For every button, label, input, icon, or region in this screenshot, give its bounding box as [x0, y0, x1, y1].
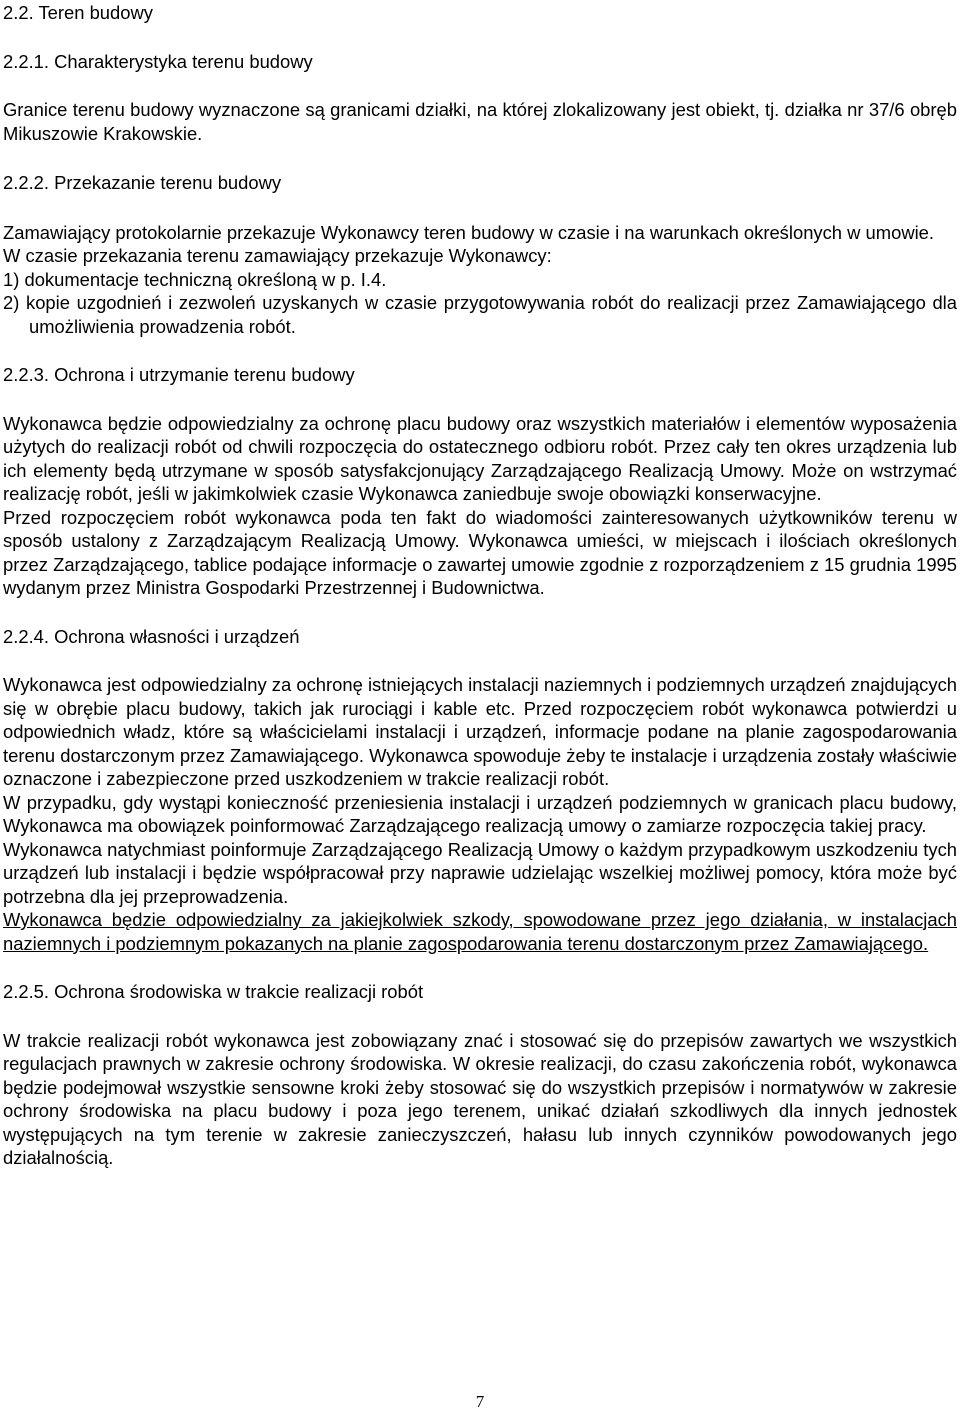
paragraph-2-2-4-d-underlined: Wykonawca będzie odpowiedzialny za jakiejkolwiek szkody, spowodowane przez jego działania, w instalacjach naziemnych i podziemnym pokazanych na planie zagospodarowania terenu dostarczonym przez Zamawiającego.	[3, 909, 957, 954]
paragraph-2-2-2-b: W czasie przekazania terenu zamawiający przekazuje Wykonawcy:	[3, 245, 552, 266]
paragraph-2-2-1-a: Granice terenu budowy wyznaczone są granicami działki, na której zlokalizowany jest obiekt, tj. działka nr 37/6 obręb Mikuszowie Krakowskie.	[3, 99, 957, 144]
paragraph-2-2-4-c: Wykonawca natychmiast poinformuje Zarządzającego Realizacją Umowy o każdym przypadkowym uszkodzeniu tych urządzeń lub instalacji i będzie współpracował przy naprawie udzielając wszelkiej możliwej pomocy, która może być potrzebna dla jej przeprowadzenia.	[3, 838, 957, 907]
section-heading-2-2-1: 2.2.1. Charakterystyka terenu budowy	[3, 50, 313, 72]
list-item: 1) dokumentacje techniczną określoną w p. I.4.	[3, 268, 387, 290]
page-number: 7	[475, 1392, 485, 1411]
section-heading-2-2-3: 2.2.3. Ochrona i utrzymanie terenu budowy	[3, 364, 355, 385]
paragraph-2-2-3-b: Przed rozpoczęciem robót wykonawca poda ten fakt do wiadomości zainteresowanych użytkowników terenu w sposób ustalony z Zarządzającym Realizacją Umowy. Wykonawca umieści, w miejscach i ilościach określonych przez Zarządzającego, tablice podające informacje o zawartej umowie zgodnie z rozporządzeniem z 15 grudnia 1995 wydanym przez Ministra Gospodarki Przestrzennej i Budownictwa.	[3, 506, 957, 598]
paragraph-2-2-4-a: Wykonawca jest odpowiedzialny za ochronę istniejących instalacji naziemnych i podziemnych urządzeń znajdujących się w obrębie placu budowy, takich jak rurociągi i kable etc. Przed rozpoczęciem robót wykonawca potwierdzi u odpowiednich władz, które są właścicielami instalacji i urządzeń, informacje podane na planie zagospodarowania terenu dostarczonym przez Zamawiającego. Wykonawca spowoduje żeby te instalacje i urządzenia zostały właściwie oznaczone i zabezpieczone przed uszkodzeniem w trakcie realizacji robót.	[3, 674, 957, 789]
list-item: 2) kopie uzgodnień i zezwoleń uzyskanych w czasie przygotowywania robót do realizacji przez Zamawiającego dla umożliwienia prowadzenia robót.	[3, 292, 957, 337]
document-page	[3, 0, 957, 1170]
section-heading-2-2-2: 2.2.2. Przekazanie terenu budowy	[3, 172, 282, 193]
paragraph-2-2-3-a: Wykonawca będzie odpowiedzialny za ochronę placu budowy oraz wszystkich materiałów i elementów wyposażenia użytych do realizacji robót od chwili rozpoczęcia do ostatecznego odbioru robót. Przez cały ten okres urządzenia lub ich elementy będą utrzymane w sposób satysfakcjonujący Zarządzającego Realizacją Umowy. Może on wstrzymać realizację robót, jeśli w jakimkolwiek czasie Wykonawca zaniedbuje swoje obowiązki konserwacyjne.	[3, 412, 957, 504]
paragraph-2-2-4-b: W przypadku, gdy wystąpi konieczność przeniesienia instalacji i urządzeń podziemnych w granicach placu budowy, Wykonawca ma obowiązek poinformować Zarządzającego realizacją umowy o zamiarze rozpoczęcia takiej pracy.	[3, 791, 957, 836]
section-heading-2-2-4: 2.2.4. Ochrona własności i urządzeń	[3, 625, 300, 647]
section-heading-2-2-5: 2.2.5. Ochrona środowiska w trakcie realizacji robót	[3, 981, 424, 1002]
paragraph-2-2-2-a: Zamawiający protokolarnie przekazuje Wykonawcy teren budowy w czasie i na warunkach określonych w umowie.	[3, 221, 935, 243]
section-heading-2-2: 2.2. Teren budowy	[3, 2, 153, 23]
paragraph-2-2-5-a: W trakcie realizacji robót wykonawca jest zobowiązany znać i stosować się do przepisów zawartych we wszystkich regulacjach prawnych w zakresie ochrony środowiska. W okresie realizacji, do czasu zakończenia robót, wykonawca będzie podejmował wszystkie sensowne kroki żeby stosować się do wszystkich przepisów i normatywów w zakresie ochrony środowiska na placu budowy i poza jego terenem, unikać działań szkodliwych dla innych jednostek występujących na tym terenie w zakresie zanieczyszczeń, hałasu lub innych czynników powodowanych jego działalnością.	[3, 1029, 957, 1168]
